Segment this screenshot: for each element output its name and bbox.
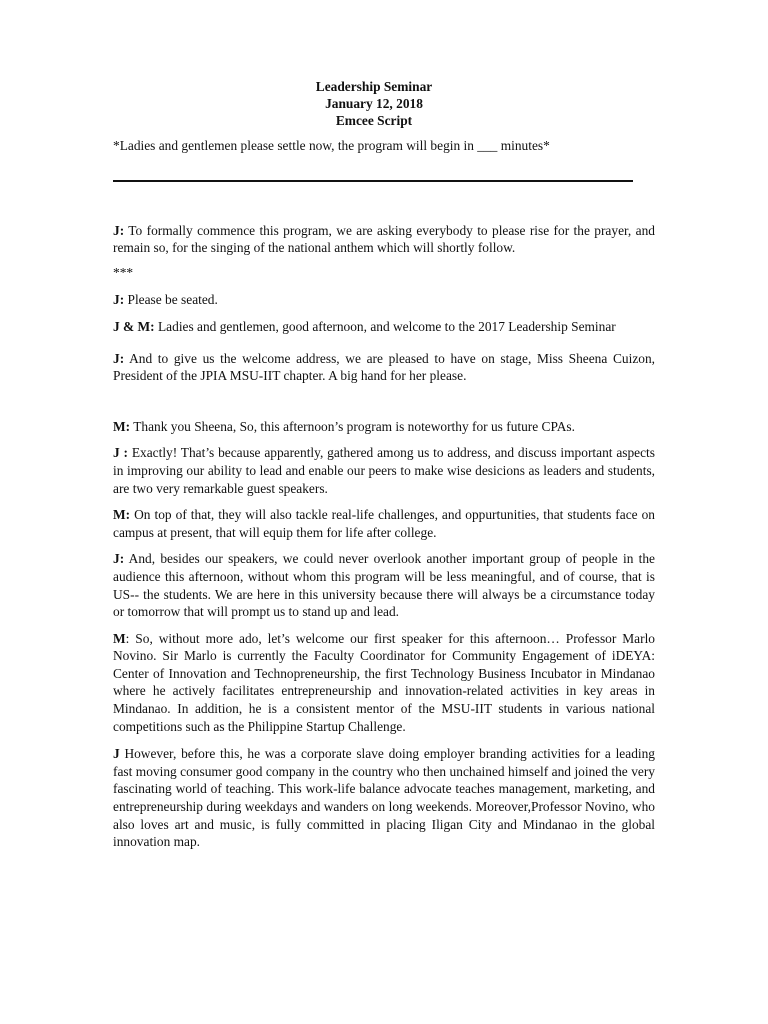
script-line [113, 350, 655, 385]
speaker-label: J: [113, 551, 125, 567]
speaker-label: J: [113, 222, 125, 238]
intro-note: *Ladies and gentlemen please settle now, the program will begin in ___ minutes* [113, 138, 550, 153]
speaker-label: J : [113, 445, 128, 461]
horizontal-rule [113, 180, 633, 182]
speaker-label: M: [113, 507, 131, 523]
script-line [113, 444, 655, 497]
script-line [113, 222, 655, 257]
speaker-label: M: [113, 418, 131, 434]
script-line [113, 506, 655, 541]
document-header [93, 78, 655, 129]
script-line [113, 630, 655, 736]
speaker-label: J & M: [113, 318, 155, 334]
document-title: Leadership Seminar [315, 79, 433, 94]
line-text: Please be seated. [124, 292, 218, 308]
script-line [113, 291, 655, 309]
line-text: Thank you Sheena, So, this afternoon’s program is noteworthy for us future CPAs. [130, 418, 575, 434]
line-text: On top of that, they will also tackle real-life challenges, and oppurtunities, that students face on campus at present, that will equip them for life after college. [113, 507, 655, 540]
script-line [113, 550, 655, 620]
line-text: : So, without more ado, let’s welcome our first speaker for this afternoon… Professor Marlo Novino. Sir Marlo is currently the Faculty Coordinator for Community Engagement of iDEYA: Center of Innovation and Technopreneurship, the first Technology Business Incubator in Mindanao where he actively facilitates entrepreneurship and innovation-related activities in key areas in Mindanao. In addition, he is a consistent mentor of the MSU-IIT students in various national competitions such as the Philippine Startup Challenge. [113, 630, 655, 734]
line-text: And to give us the welcome address, we are pleased to have on stage, Miss Sheena Cuizon, President of the JPIA MSU-IIT chapter. A big hand for her please. [113, 350, 655, 384]
line-text: Exactly! That’s because apparently, gathered among us to address, and discuss important aspects in improving our ability to lead and enable our peers to make wise desicions as leaders and students, are two very remarkable guest speakers. [113, 445, 655, 496]
line-text: To formally commence this program, we are asking everybody to please rise for the prayer, and remain so, for the singing of the national anthem which will shortly follow. [113, 222, 655, 256]
script-body [113, 78, 655, 851]
line-text: And, besides our speakers, we could never overlook another important group of people in the audience this afternoon, without whom this program will be less meaningful, and of course, that is US-- the students. We are here in this university because there will always be a circumstance today or tomorrow that will prompt us to stand up and lead. [113, 551, 655, 620]
separator: *** [113, 264, 134, 280]
line-text: However, before this, he was a corporate slave doing employer branding activities for a leading fast moving consumer good company in the country who then unchained himself and joined the very fascinating world of teaching. This work-life balance advocate teaches management, marketing, and entrepreneurship during weekdays and wanders on long weekends. Moreover,Professor Novino, who also loves art and music, is fully committed in placing Iligan City and Mindanao in the global innovation map. [113, 746, 655, 850]
speaker-label: J: [113, 292, 125, 308]
script-line [113, 418, 655, 436]
speaker-label: J: [113, 350, 125, 366]
speaker-label: M [113, 630, 126, 646]
script-line [113, 745, 655, 851]
document-subtitle: Emcee Script [335, 113, 413, 128]
speaker-label: J [113, 746, 120, 762]
document-date: January 12, 2018 [325, 96, 423, 111]
script-line [113, 318, 655, 336]
line-text: Ladies and gentlemen, good afternoon, and welcome to the 2017 Leadership Seminar [154, 318, 616, 334]
